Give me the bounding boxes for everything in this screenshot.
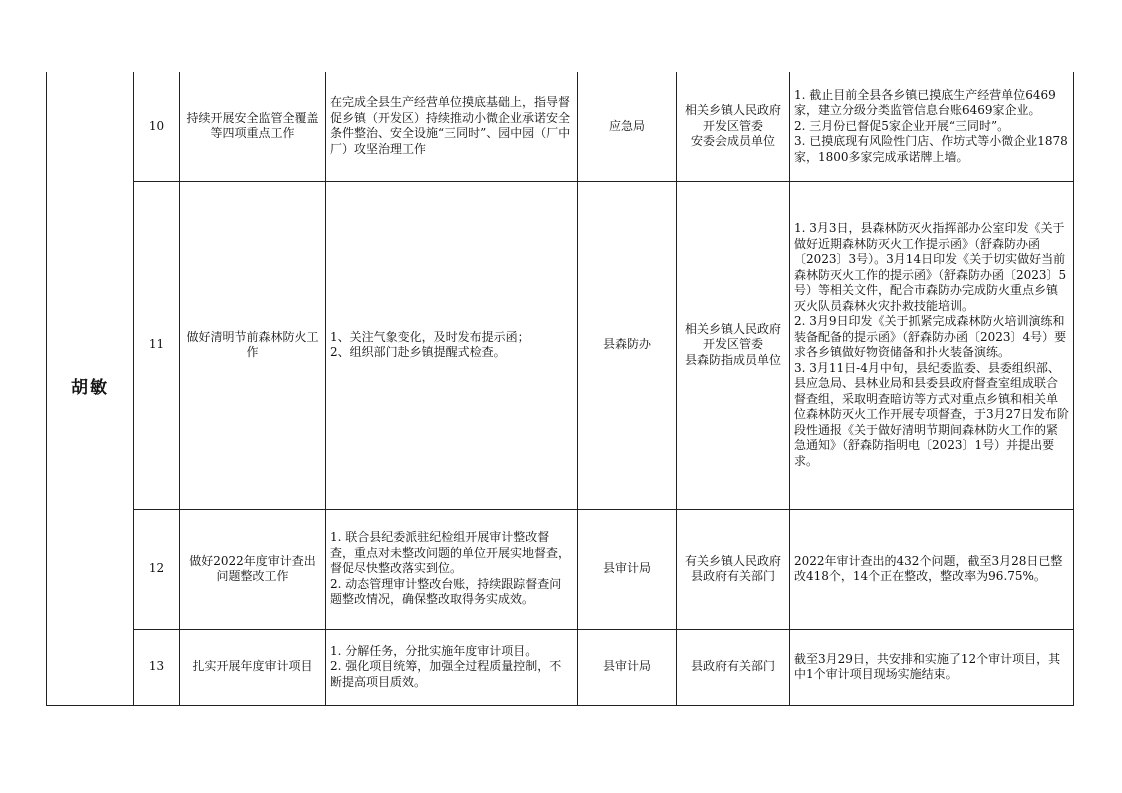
coop-unit: 有关乡镇人民政府	[684, 553, 781, 568]
measure-line: 2. 动态管理审计整改台账，持续跟踪督查问题整改情况，确保整改取得务实成效。	[330, 576, 562, 607]
coop-unit: 开发区管委	[702, 337, 763, 352]
measure-line: 1. 分解任务，分批实施年度审计项目。	[330, 643, 538, 658]
table-row	[47, 629, 1074, 705]
progress-line: 1. 3月3日，县森林防灭火指挥部办公室印发《关于做好近期森林防灭火工作提示函》（舒森防办函〔2023〕3号）。3月14日印发《关于切实做好当前森林防灭火工作的提示函》（舒森防办函〔2023〕5号）等相关文件，配合市森防办完成防火重点乡镇灭火队员森林火灾扑救技能培训。	[794, 221, 1067, 313]
lead-unit: 县审计局	[578, 509, 677, 629]
progress-cell	[790, 181, 1074, 509]
coop-units-cell	[677, 629, 790, 705]
coop-unit: 县政府有关部门	[690, 659, 775, 674]
progress-line: 截至3月29日，共安排和实施了12个审计项目，其中1个审计项目现场实施结束。	[794, 651, 1061, 681]
lead-unit: 应急局	[578, 72, 677, 181]
table-row	[47, 181, 1074, 509]
task-name: 持续开展安全监管全覆盖等四项重点工作	[180, 72, 326, 181]
progress-cell	[790, 72, 1074, 181]
lead-unit: 县森防办	[578, 181, 677, 509]
progress-line: 2. 3月9日印发《关于抓紧完成森林防火培训演练和装备配备的提示函》（舒森防办函〔2023〕4号）要求各乡镇做好物资储备和扑火装备演练。	[794, 314, 1067, 359]
measures-cell	[326, 181, 578, 509]
progress-cell	[790, 509, 1074, 629]
table-row	[47, 509, 1074, 629]
progress-line: 2. 三月份已督促5家企业开展“三同时”。	[794, 118, 1010, 133]
coop-units-cell	[677, 509, 790, 629]
work-task-table	[46, 72, 1074, 706]
coop-unit: 县政府有关部门	[690, 569, 775, 583]
responsible-person-cell: 胡敏	[47, 72, 134, 705]
coop-unit: 安委会成员单位	[690, 134, 775, 148]
progress-line: 3. 已摸底现有风险性门店、作坊式等小微企业1878家，1800多家完成承诺牌上墙。	[794, 134, 1068, 164]
task-name: 做好清明节前森林防火工作	[180, 181, 326, 509]
task-name: 扎实开展年度审计项目	[180, 629, 326, 705]
progress-line: 1. 截止目前全县各乡镇已摸底生产经营单位6469家，建立分级分类监管信息台账6469家企业。	[794, 87, 1056, 117]
coop-unit: 县森防指成员单位	[684, 352, 781, 367]
coop-units-cell	[677, 181, 790, 509]
measure-line: 1、关注气象变化，及时发布提示函；	[330, 329, 530, 344]
row-number: 11	[134, 181, 180, 509]
progress-line: 3. 3月11日-4月中旬，县纪委监委、县委组织部、县应急局、县林业局和县委县政府督查室组成联合督查组，采取明查暗访等方式对重点乡镇和相关单位森林防灭火工作开展专项督查，于3月27日发布阶段性通报《关于做好清明节期间森林防火工作的紧急通知》（舒森防指明电〔2023〕1号）并提出要求。	[794, 360, 1069, 468]
row-number: 12	[134, 509, 180, 629]
row-number: 10	[134, 72, 180, 181]
measures-cell	[326, 629, 578, 705]
coop-unit: 开发区管委	[702, 118, 763, 133]
lead-unit: 县审计局	[578, 629, 677, 705]
coop-units-cell	[677, 72, 790, 181]
measure-line: 1. 联合县纪委派驻纪检组开展审计整改督查，重点对未整改问题的单位开展实地督查，督促尽快整改落实到位。	[330, 530, 571, 576]
measures-cell	[326, 509, 578, 629]
measures-cell	[326, 72, 578, 181]
measure-line: 在完成全县生产经营单位摸底基础上，指导督促乡镇（开发区）持续推动小微企业承诺安全条件整治、安全设施“三同时”、园中园（厂中厂）攻坚治理工作	[330, 95, 571, 156]
coop-unit: 相关乡镇人民政府	[684, 103, 781, 117]
progress-line: 2022年审计查出的432个问题，截至3月28日已整改418个，14个正在整改，整改率为96.75%。	[794, 553, 1063, 583]
coop-unit: 相关乡镇人民政府	[684, 321, 781, 336]
measure-line: 2. 强化项目统筹，加强全过程质量控制，不断提高项目质效。	[330, 659, 562, 689]
row-number: 13	[134, 629, 180, 705]
progress-cell	[790, 629, 1074, 705]
measure-line: 2、组织部门赴乡镇提醒式检查。	[330, 345, 506, 359]
task-name: 做好2022年度审计查出问题整改工作	[180, 509, 326, 629]
table-row	[47, 72, 1074, 181]
